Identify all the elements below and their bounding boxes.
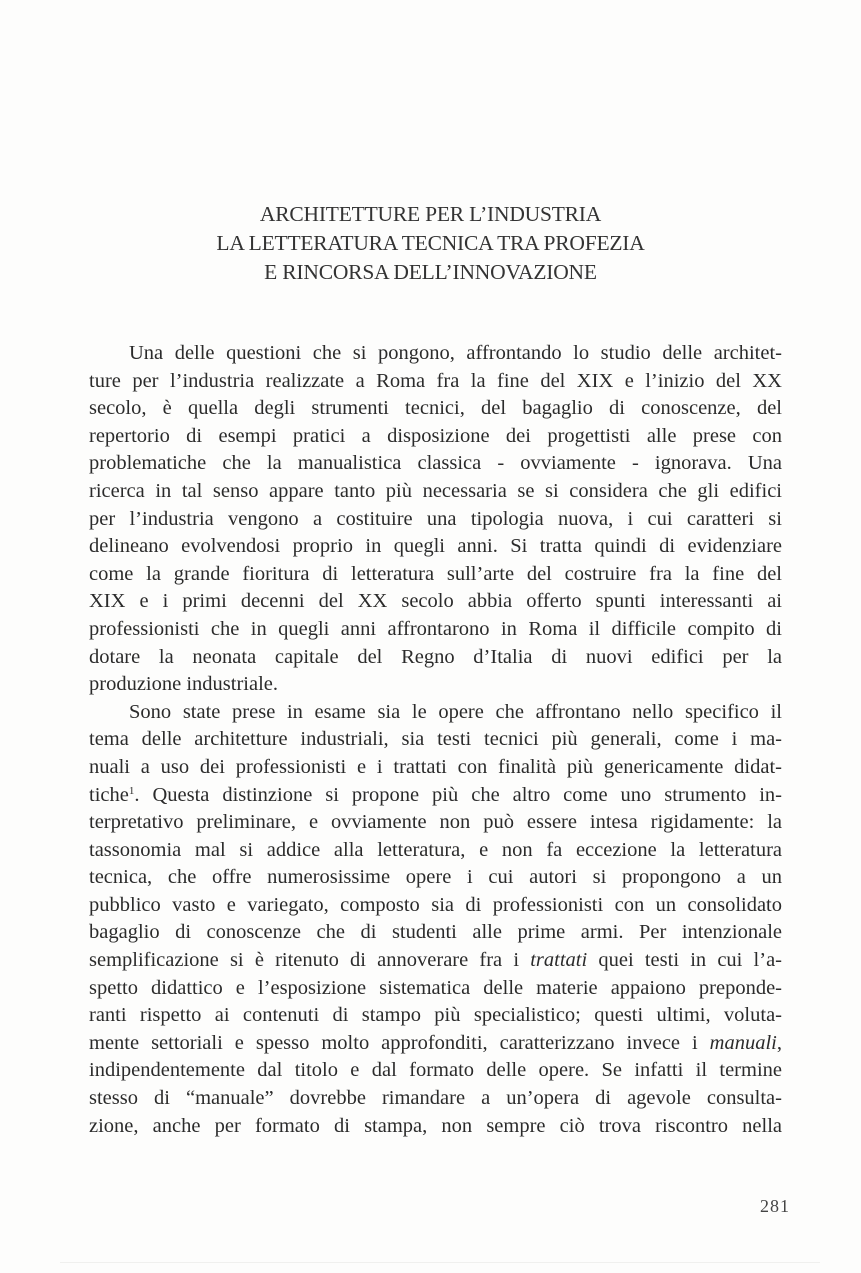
text-line (89, 947, 782, 975)
text-line: ricerca in tal senso appare tanto più necessaria se si considera che gli edifici (89, 479, 782, 502)
text-line: stesso di “manuale” dovrebbe rimandare a un’opera di agevole consulta- (89, 1087, 782, 1110)
text-line: dotare la neonata capitale del Regno d’Italia di nuovi edifici per la (89, 645, 782, 668)
text-line (89, 782, 782, 810)
text-line: indipendentemente dal titolo e dal formato delle opere. Se infatti il termine (89, 1059, 782, 1082)
text-line: delineano evolvendosi proprio in quegli anni. Si tratta quindi di evidenziare (89, 535, 782, 558)
scan-edge-divider (60, 1262, 820, 1263)
text-line: pubblico vasto e variegato, composto sia di professionisti con un consolidato (89, 893, 782, 916)
paragraph-2 (89, 699, 782, 1141)
text-line: tema delle architetture industriali, sia testi tecnici più generali, come i ma- (89, 728, 782, 751)
text-line: repertorio di esempi pratici a disposizione dei progettisti alle prese con (89, 424, 782, 447)
title-line-3: E RINCORSA DELL’INNOVAZIONE (264, 260, 597, 284)
text-line: ture per l’industria realizzate a Roma fra la fine del XIX e l’inizio del XX (89, 369, 782, 392)
italic-term-trattati: trattati (530, 949, 588, 972)
text-segment: semplificazione si è ritenuto di annoverare fra i (89, 949, 531, 972)
text-line: per l’industria vengono a costituire una tipologia nuova, i cui caratteri si (89, 507, 782, 530)
text-segment: tiche (89, 783, 129, 806)
text-segment: . Questa distinzione si propone più che altro come uno strumento in- (134, 783, 782, 806)
text-line: terpretativo preliminare, e ovviamente non può essere intesa rigidamente: la (89, 811, 782, 834)
text-segment: quei testi in cui l’a- (587, 949, 782, 972)
text-segment: mente settoriali e spesso molto approfonditi, caratterizzano invece i (89, 1031, 710, 1054)
footnote-ref-1[interactable]: 1 (128, 784, 135, 797)
text-line: Una delle questioni che si pongono, affrontando lo studio delle architet- (129, 342, 782, 364)
text-line: spetto didattico e l’esposizione sistematica delle materie appaiono preponde- (89, 976, 782, 999)
text-line: professionisti che in quegli anni affrontarono in Roma il difficile compito di (89, 617, 782, 640)
body-text (89, 340, 782, 1140)
text-line: nuali a uso dei professionisti e i trattati con finalità più genericamente didat- (89, 755, 782, 778)
text-line: secolo, è quella degli strumenti tecnici, del bagaglio di conoscenze, del (89, 397, 782, 420)
text-line: Sono state prese in esame sia le opere che affrontano nello specifico il (129, 700, 782, 723)
text-line: tassonomia mal si addice alla letteratura, e non fa eccezione la letteratura (89, 838, 782, 861)
text-line: zione, anche per formato di stampa, non sempre ciò trova riscontro nella (89, 1114, 782, 1137)
text-line: problematiche che la manualistica classica - ovviamente - ignorava. Una (89, 452, 782, 475)
paragraph-1 (89, 340, 782, 699)
page-number: 281 (760, 1196, 790, 1216)
text-line: tecnica, che offre numerosissime opere i cui autori si propongono a un (89, 866, 782, 889)
text-line: ranti rispetto ai contenuti di stampo più specialistico; questi ultimi, voluta- (89, 1004, 782, 1027)
text-line: come la grande fioritura di letteratura sull’arte del costruire fra la fine del (89, 562, 782, 585)
text-segment: , (776, 1031, 782, 1054)
text-line: produzione industriale. (89, 673, 279, 696)
title-line-2: LA LETTERATURA TECNICA TRA PROFEZIA (216, 231, 645, 255)
text-line: XIX e i primi decenni del XX secolo abbia offerto spunti interessanti ai (89, 590, 782, 613)
text-line: bagaglio di conoscenze che di studenti alle prime armi. Per intenzionale (89, 921, 782, 944)
italic-term-manuali: manuali (709, 1031, 777, 1054)
text-line (89, 1030, 782, 1058)
title-line-1: ARCHITETTURE PER L’INDUSTRIA (259, 202, 602, 226)
chapter-title (0, 200, 861, 287)
